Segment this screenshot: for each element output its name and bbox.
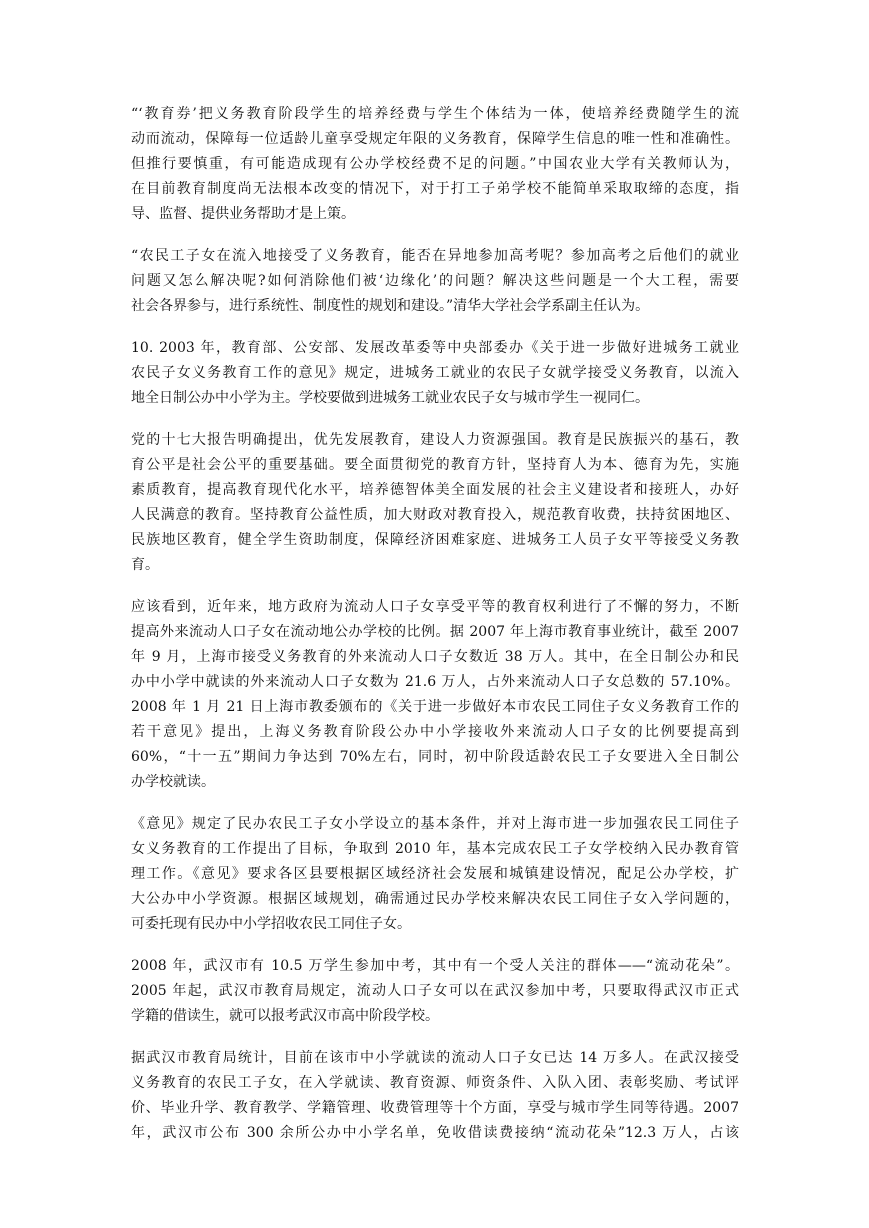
text-line: 社会各界参与，进行系统性、制度性的规划和建设。”清华大学社会学系副主任认为。	[131, 298, 650, 314]
text-line: 2008 年，武汉市有 10.5 万学生参加中考，其中有一个受人关注的群体——“流动花朵”。	[131, 958, 739, 974]
text-line: 60%，“十一五”期间力争达到 70%左右，同时，初中阶段适龄农民工子女要进入全日制公	[131, 749, 739, 765]
text-line: 导、监督、提供业务帮助才是上策。	[131, 206, 355, 222]
text-line: 可委托现有民办中小学招收农民工同住子女。	[131, 916, 411, 932]
paragraph	[131, 244, 739, 319]
text-line: 大公办中小学资源。根据区域规划，确需通过民办学校来解决农民工同住子女入学问题的，	[131, 891, 739, 907]
text-line: 应该看到，近年来，地方政府为流动人口子女享受平等的教育权利进行了不懈的努力，不断	[131, 599, 739, 615]
paragraph	[131, 812, 739, 937]
text-line: 办学校就读。	[131, 774, 215, 790]
document-page	[131, 102, 739, 1163]
text-line: 学籍的借读生，就可以报考武汉市高中阶段学校。	[131, 1008, 439, 1024]
paragraph	[131, 336, 739, 411]
text-line: 问题又怎么解决呢?如何消除他们被‘边缘化’的问题？解决这些问题是一个大工程，需要	[131, 273, 739, 289]
text-line: 年，武汉市公布 300 余所公办中小学名单，免收借读费接纳“流动花朵”12.3 万人，占该	[131, 1125, 739, 1141]
text-line: 但推行要慎重，有可能造成现有公办学校经费不足的问题。”中国农业大学有关教师认为，	[131, 156, 739, 172]
text-line: 民族地区教育，健全学生资助制度，保障经济困难家庭、进城务工人员子女平等接受义务教	[131, 532, 739, 548]
text-line: 价、毕业升学、教育教学、学籍管理、收费管理等十个方面，享受与城市学生同等待遇。2007	[131, 1100, 739, 1116]
text-line: 育。	[131, 557, 159, 573]
text-line: “农民工子女在流入地接受了义务教育，能否在异地参加高考呢？参加高考之后他们的就业	[131, 248, 739, 264]
text-line: 女义务教育的工作提出了目标，争取到 2010 年，基本完成农民工子女学校纳入民办教育管	[131, 841, 739, 857]
text-line: 《意见》规定了民办农民工子女小学设立的基本条件，并对上海市进一步加强农民工同住子	[131, 816, 739, 832]
paragraph	[131, 595, 739, 795]
text-line: 理工作。《意见》要求各区县要根据区域经济社会发展和城镇建设情况，配足公办学校，扩	[131, 866, 739, 882]
paragraph	[131, 954, 739, 1029]
text-line: 义务教育的农民工子女，在入学就读、教育资源、师资条件、入队入团、表彰奖励、考试评	[131, 1075, 739, 1091]
text-line: 动而流动，保障每一位适龄儿童享受规定年限的义务教育，保障学生信息的唯一性和准确性。	[131, 131, 739, 147]
text-line: 地全日制公办中小学为主。学校要做到进城务工就业农民子女与城市学生一视同仁。	[131, 390, 649, 406]
text-line: 提高外来流动人口子女在流动地公办学校的比例。据 2007 年上海市教育事业统计，截至 2007	[131, 624, 739, 640]
text-line: 据武汉市教育局统计，目前在该市中小学就读的流动人口子女已达 14 万多人。在武汉接受	[131, 1050, 739, 1066]
text-line: 2008 年 1 月 21 日上海市教委颁布的《关于进一步做好本市农民工同住子女义务教育工作的	[131, 699, 739, 715]
text-line: 在目前教育制度尚无法根本改变的情况下，对于打工子弟学校不能简单采取取缔的态度，指	[131, 181, 739, 197]
text-line: “‘教育券’把义务教育阶段学生的培养经费与学生个体结为一体，使培养经费随学生的流	[131, 106, 739, 122]
paragraph	[131, 428, 739, 578]
paragraph	[131, 102, 739, 227]
text-line: 办中小学中就读的外来流动人口子女数为 21.6 万人，占外来流动人口子女总数的 57.10%。	[131, 674, 739, 690]
paragraph	[131, 1046, 739, 1146]
text-line: 素质教育，提高教育现代化水平，培养德智体美全面发展的社会主义建设者和接班人，办好	[131, 482, 739, 498]
text-line: 党的十七大报告明确提出，优先发展教育，建设人力资源强国。教育是民族振兴的基石，教	[131, 432, 739, 448]
text-line: 10. 2003 年，教育部、公安部、发展改革委等中央部委办《关于进一步做好进城务工就业	[131, 340, 739, 356]
text-line: 若干意见》提出，上海义务教育阶段公办中小学接收外来流动人口子女的比例要提高到	[131, 724, 739, 740]
text-line: 2005 年起，武汉市教育局规定，流动人口子女可以在武汉参加中考，只要取得武汉市正式	[131, 983, 739, 999]
text-line: 育公平是社会公平的重要基础。要全面贯彻党的教育方针，坚持育人为本、德育为先，实施	[131, 457, 739, 473]
text-line: 人民满意的教育。坚持教育公益性质，加大财政对教育投入，规范教育收费，扶持贫困地区、	[131, 507, 739, 523]
text-line: 农民子女义务教育工作的意见》规定，进城务工就业的农民子女就学接受义务教育，以流入	[131, 365, 739, 381]
text-line: 年 9 月，上海市接受义务教育的外来流动人口子女数近 38 万人。其中，在全日制公办和民	[131, 649, 739, 665]
